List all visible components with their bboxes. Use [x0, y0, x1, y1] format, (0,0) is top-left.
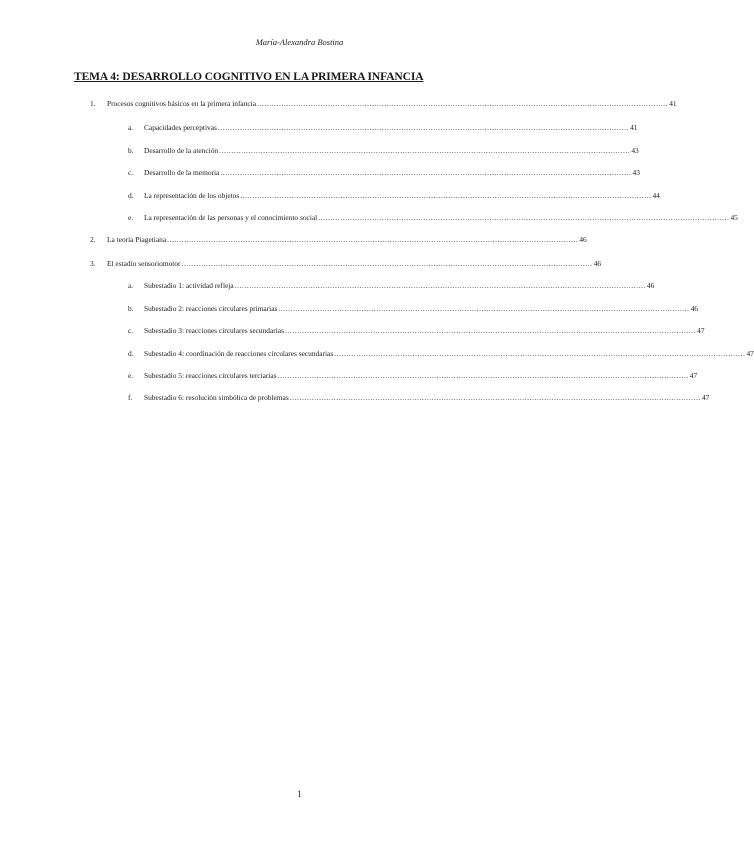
toc-entry-page: 44 — [652, 191, 660, 200]
toc-dot-leader: ........................................................................................................................................................................ — [257, 99, 669, 108]
toc-dot-leader: ........................................................................................................................................................................ — [289, 393, 701, 402]
toc-dot-leader: ........................................................................................................................................................................ — [234, 281, 646, 290]
toc-entry-page: 43 — [632, 168, 640, 177]
toc-entry-text: Subestadio 1: actividad refleja — [144, 281, 234, 290]
toc-entry[interactable] — [128, 371, 698, 381]
toc-entry[interactable] — [128, 393, 710, 403]
toc-entry[interactable] — [90, 99, 677, 109]
toc-entry[interactable] — [90, 235, 587, 245]
toc-entry-text: Subestadio 5: reacciones circulares terciarias — [144, 371, 277, 380]
toc-entry[interactable] — [128, 168, 640, 178]
toc-entry-page: 41 — [669, 99, 677, 108]
toc-entry-text: Subestadio 3: reacciones circulares secundarias — [144, 326, 284, 335]
toc-entry-text: La teoría Piagetiana — [107, 235, 167, 244]
toc-entry-number: f. — [128, 393, 133, 402]
toc-dot-leader: ........................................................................................................................................................................ — [334, 349, 746, 358]
toc-entry-page: 46 — [646, 281, 655, 290]
toc-entry-number: 3. — [90, 259, 96, 268]
toc-entry-text: Subestadio 2: reacciones circulares primarias — [144, 304, 278, 313]
toc-entry[interactable] — [128, 281, 655, 291]
toc-entry-number: b. — [128, 146, 134, 155]
toc-entry-page: 46 — [593, 259, 602, 268]
toc-entry-text: Procesos cognitivos básicos en la primera infancia — [107, 99, 256, 108]
toc-entry-text: Capacidades perceptivas — [144, 123, 217, 132]
page-header-author: María-Alexandra Bostina — [255, 37, 344, 47]
toc-entry-text: Desarrollo de la memoria — [144, 168, 220, 177]
toc-entry-number: 2. — [90, 235, 96, 244]
toc-dot-leader: ........................................................................................................................................................................ — [217, 123, 630, 132]
toc-entry-page: 47 — [689, 371, 698, 380]
toc-entry-number: e. — [128, 213, 134, 222]
toc-entry[interactable] — [128, 123, 638, 133]
toc-entry-text: Desarrollo de la atención — [144, 146, 219, 155]
toc-entry-page: 41 — [630, 123, 638, 132]
toc-entry-number: b. — [128, 304, 134, 313]
toc-dot-leader: ........................................................................................................................................................................ — [240, 191, 652, 200]
toc-dot-leader: ........................................................................................................................................................................ — [278, 304, 690, 313]
toc-dot-leader: ........................................................................................................................................................................ — [284, 326, 697, 335]
toc-dot-leader: ........................................................................................................................................................................ — [318, 213, 730, 222]
toc-entry-number: c. — [128, 326, 134, 335]
toc-entry[interactable] — [128, 304, 698, 314]
toc-entry-number: a. — [128, 123, 134, 132]
toc-entry-number: d. — [128, 349, 134, 358]
toc-entry-text: Subestadio 6: resolución simbólica de problemas — [144, 393, 289, 402]
toc-dot-leader: ........................................................................................................................................................................ — [167, 235, 579, 244]
toc-entry[interactable] — [128, 326, 705, 336]
page-title: TEMA 4: DESARROLLO COGNITIVO EN LA PRIMERA INFANCIA — [74, 71, 424, 83]
toc-entry-page: 47 — [697, 326, 705, 335]
toc-entry-text: Subestadio 4: coordinación de reacciones circulares secundarias — [144, 349, 334, 358]
toc-entry[interactable] — [128, 191, 660, 201]
toc-entry-page: 45 — [730, 213, 738, 222]
toc-entry-page: 46 — [579, 235, 587, 244]
toc-dot-leader: ........................................................................................................................................................................ — [220, 168, 632, 177]
toc-entry-text: El estadio sensoriomotor — [107, 259, 181, 268]
toc-entry-page: 43 — [631, 146, 639, 155]
toc-entry-text: La representación de los objetos — [144, 191, 240, 200]
toc-entry[interactable] — [128, 349, 754, 359]
toc-entry[interactable] — [128, 213, 738, 223]
toc-entry-page: 47 — [701, 393, 710, 402]
page-number: 1 — [297, 789, 302, 799]
toc-entry-number: c. — [128, 168, 134, 177]
toc-entry-number: e. — [128, 371, 134, 380]
toc-entry[interactable] — [90, 259, 602, 269]
toc-entry-number: 1. — [90, 99, 96, 108]
toc-dot-leader: ........................................................................................................................................................................ — [219, 146, 631, 155]
toc-entry-number: d. — [128, 191, 134, 200]
toc-dot-leader: ........................................................................................................................................................................ — [181, 259, 593, 268]
toc-dot-leader: ........................................................................................................................................................................ — [277, 371, 689, 380]
toc-entry-page: 46 — [690, 304, 698, 313]
toc-entry[interactable] — [128, 146, 639, 156]
toc-entry-text: La representación de las personas y el conocimiento social — [144, 213, 318, 222]
toc-entry-number: a. — [128, 281, 134, 290]
toc-entry-page: 47 — [746, 349, 754, 358]
